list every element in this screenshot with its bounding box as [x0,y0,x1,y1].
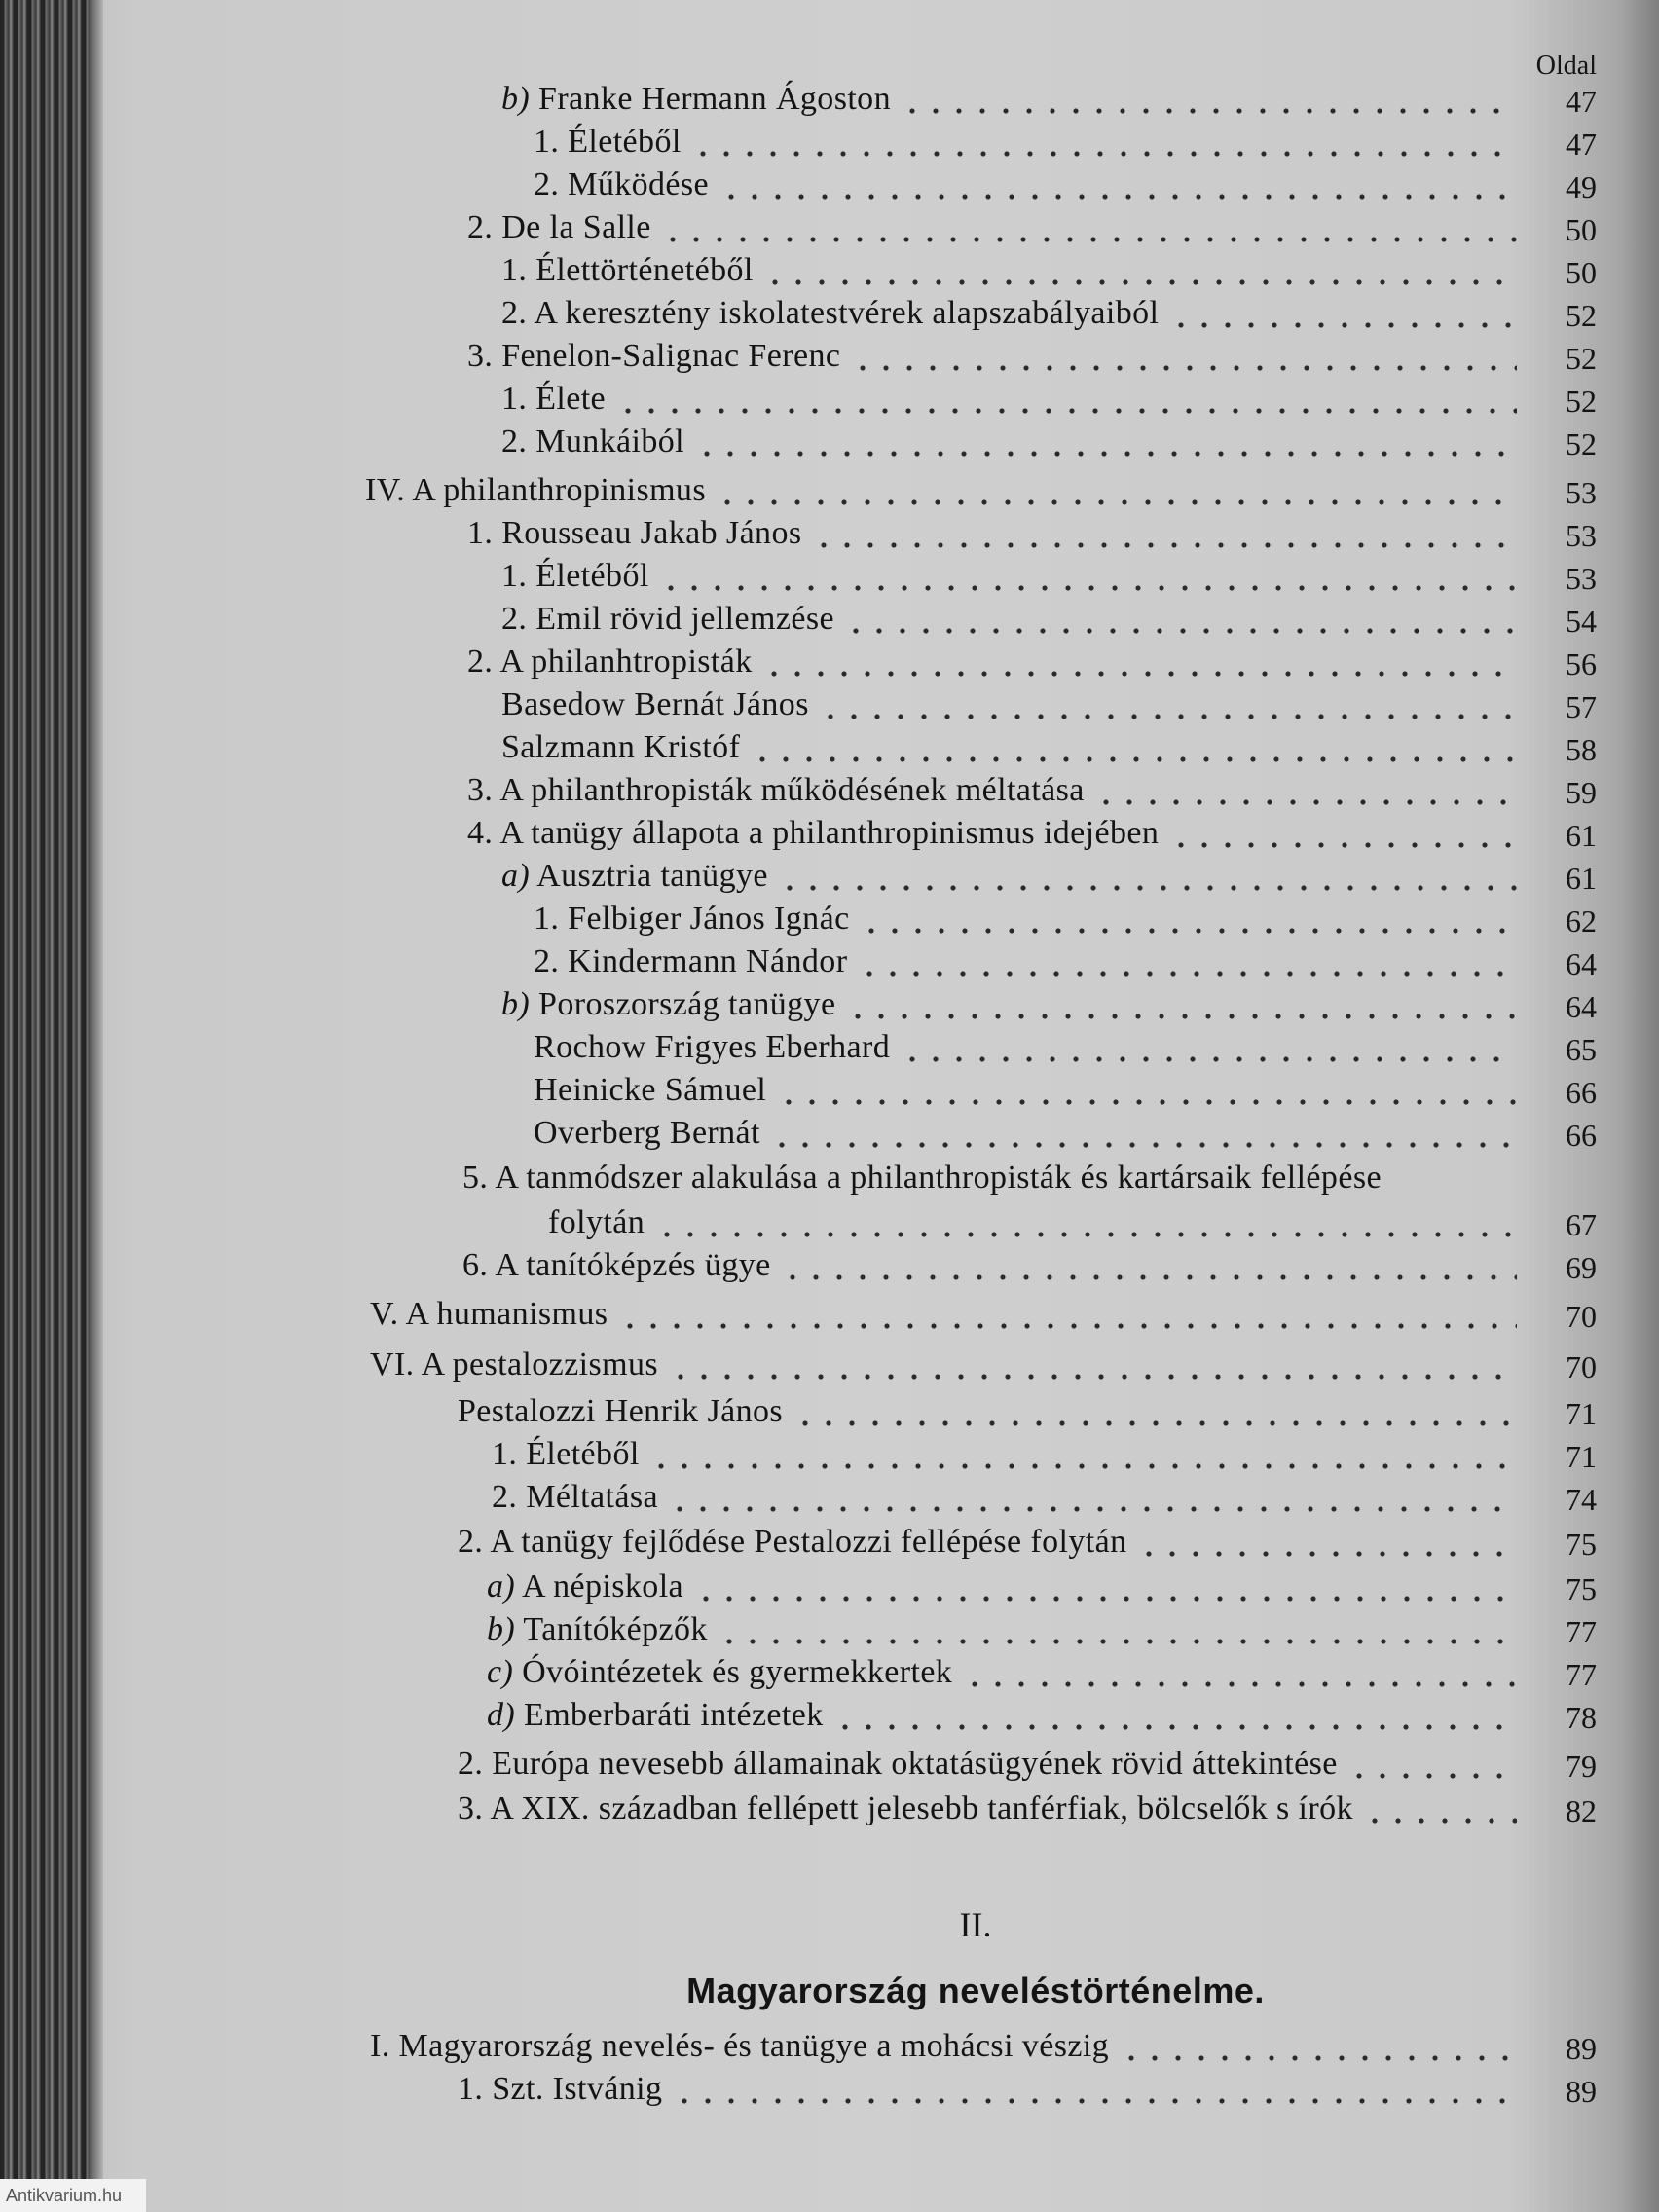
toc-entry-label [458,1743,1338,1786]
leader-dots [762,641,1517,683]
toc-page-number: 50 [1566,212,1597,247]
toc-entry-text: Overberg Bernát [534,1115,760,1151]
toc-entry-label [501,598,834,641]
toc-entry-text: Rochow Frigyes Eberhard [534,1029,891,1065]
toc-entry [467,512,1597,555]
toc-entry-text: Ausztria tanügye [536,858,768,894]
toc-entry [534,940,1597,983]
leader-dots [1169,292,1517,335]
toc-entry-text: 1. Életéből [492,1436,640,1472]
toc-page-number: 52 [1566,384,1597,419]
toc-entry [487,1566,1597,1608]
toc-entry-label [501,292,1159,335]
toc-entry [501,683,1597,726]
toc-entry-label [534,898,850,940]
toc-page-number: 77 [1566,1614,1597,1649]
toc-entry-text: Óvóintézetek és gyermekkertek [522,1654,953,1690]
toc-entry-prefix: c) [487,1654,514,1690]
toc-page-number: 78 [1566,1700,1597,1735]
toc-page-number: 70 [1566,1349,1597,1384]
toc-entry-label [501,421,684,463]
toc-page-number: 53 [1566,475,1597,510]
toc-entry-text: 2. Munkáiból [501,424,685,460]
toc-entry-text: A népiskola [522,1568,684,1604]
book-spine [0,0,90,2212]
leader-dots [833,1694,1517,1737]
toc-entry [370,1293,1597,1336]
toc-entry-text: 2. A tanügy fejlődése Pestalozzi fellépése folytán [458,1524,1127,1560]
toc-entry-text: V. A humanismus [370,1296,608,1332]
toc-entry [458,1390,1597,1433]
leader-dots [673,2068,1517,2111]
watermark: Antikvarium.hu [0,2179,146,2212]
toc-entry [501,249,1597,292]
toc-entry [501,292,1597,335]
leader-dots [649,1433,1517,1476]
leader-dots [1169,812,1517,855]
toc-entry-prefix: a) [501,858,531,894]
toc-page-number: 77 [1566,1657,1597,1692]
toc-entry-label [534,121,682,164]
leader-dots [691,121,1517,164]
toc-page-number: 49 [1566,169,1597,204]
toc-entry-label [462,1157,1382,1199]
toc-entry-text: VI. A pestalozzismus [370,1346,659,1382]
leader-dots [777,1069,1517,1112]
toc-entry-text: 1. Élete [501,381,607,417]
toc-entry [467,769,1597,812]
toc-entry-text: Heinicke Sámuel [534,1072,767,1108]
leader-dots [844,598,1517,641]
toc-entry [501,421,1597,463]
toc-entry [534,1026,1597,1069]
toc-entry [501,598,1597,641]
toc-entry-text: folytán [548,1204,645,1240]
toc-entry-label [501,683,809,726]
leader-dots [655,1201,1517,1244]
toc-entry-label [501,78,891,121]
leader-dots [812,512,1517,555]
toc-entry-text: 1. Élettörténetéből [501,252,754,288]
leader-dots [860,898,1517,940]
toc-entry-label [501,249,754,292]
toc-entry-label [534,940,847,983]
toc-entry-label [534,1026,890,1069]
toc-entry-label [458,2068,662,2111]
toc-entry-text: 3. A philanthropisták működésének méltatása [467,772,1085,808]
toc-page-number: 74 [1566,1482,1597,1517]
toc-entry-label [534,1112,760,1155]
toc-entry-label [548,1201,645,1244]
toc-entry [534,1069,1597,1112]
toc-page-number: 75 [1566,1527,1597,1562]
toc-page-number: 58 [1566,732,1597,767]
leader-dots [851,335,1517,378]
toc-entry-label [501,855,768,898]
toc-entry [467,812,1597,855]
toc-entry-text: 2. Európa nevesebb államainak oktatásügyének rövid áttekintése [458,1746,1338,1782]
page-gutter [90,0,103,2212]
toc-entry-text: 3. A XIX. században fellépett jelesebb tanférfiak, bölcselők s írók [458,1790,1353,1826]
toc-page-number: 82 [1566,1793,1597,1828]
leader-dots [819,683,1517,726]
toc-page-number: 71 [1566,1396,1597,1431]
leader-dots [716,469,1517,512]
toc-entry [487,1651,1597,1694]
toc-entry-text: 1. Rousseau Jakab János [467,515,802,551]
leader-dots [1137,1521,1517,1564]
toc-page-number: 61 [1566,818,1597,853]
toc-entry-text: 1. Életéből [501,558,649,594]
toc-entry [492,1433,1597,1476]
toc-page-number: 54 [1566,604,1597,639]
toc-entry-label [501,378,606,421]
section-title: Magyarország neveléstörténelme. [686,1971,1265,2010]
toc-entry-label [365,469,706,512]
leader-dots [778,855,1517,898]
leader-dots [901,1026,1517,1069]
toc-page-number: 61 [1566,861,1597,896]
toc-page-number: 71 [1566,1439,1597,1474]
toc-entry [370,1344,1597,1386]
toc-entry-text: Emberbaráti intézetek [524,1697,824,1733]
leader-dots [668,1476,1517,1519]
toc-entry [462,1244,1597,1287]
toc-page-number: 66 [1566,1118,1597,1153]
toc-page-number: 52 [1566,298,1597,333]
toc-entry-label [370,1293,608,1336]
leader-dots [719,164,1517,206]
leader-dots [901,78,1517,121]
toc-entry-label [370,1344,658,1386]
toc-entry-text: 2. De la Salle [467,209,651,245]
toc-entry-text: Poroszország tanügye [538,986,836,1022]
leader-dots [1094,769,1517,812]
toc-page-number: 52 [1566,341,1597,376]
toc-entry-label [467,769,1085,812]
toc-entry [487,1608,1597,1651]
toc-entry [501,78,1597,121]
toc-entry-label [458,1521,1127,1564]
toc-entry [534,121,1597,164]
toc-entry-label [467,641,753,683]
toc-page-number: 52 [1566,426,1597,461]
toc-entry-label [370,2025,1109,2068]
toc-entry-label [458,1788,1353,1830]
toc-entry-label [487,1651,952,1694]
leader-dots [695,421,1517,463]
toc-entry-label [534,1069,766,1112]
toc-page-number: 89 [1566,2074,1597,2109]
toc-entry-label [534,164,709,206]
toc-entry-label [492,1433,640,1476]
toc-entry-text: 2. Kindermann Nándor [534,943,848,979]
leader-dots [858,940,1517,983]
toc-page-number: 89 [1566,2031,1597,2066]
toc-entry-label [467,206,651,249]
toc-page-number: 47 [1566,127,1597,162]
toc-entry-text: I. Magyarország nevelés- és tanügye a mohácsi vészig [370,2028,1110,2064]
toc-entry-label [458,1390,783,1433]
toc-entry-label [462,1244,771,1287]
toc-entry-text: Franke Hermann Ágoston [538,81,891,117]
toc-page-number: 75 [1566,1571,1597,1606]
leader-dots [793,1390,1517,1433]
toc-entry [492,1476,1597,1519]
toc-page-number: 56 [1566,646,1597,682]
leader-dots [781,1244,1517,1287]
toc-entry [370,2025,1597,2068]
leader-dots [616,378,1517,421]
toc-entry-text: IV. A philanthropinismus [365,472,706,508]
toc-page-number: 79 [1566,1749,1597,1784]
toc-entry [487,1694,1597,1737]
toc-entry [501,983,1597,1026]
toc-page-number: 70 [1566,1299,1597,1334]
toc-entry-text: 5. A tanmódszer alakulása a philanthropisták és kartársaik fellépése [462,1160,1382,1196]
toc-entry [548,1201,1597,1244]
leader-dots [1120,2025,1517,2068]
toc-entry [501,726,1597,769]
toc-entry [534,164,1597,206]
toc-entry [467,641,1597,683]
toc-entry-text: 2. Működése [534,166,710,203]
toc-entry-text: 3. Fenelon-Salignac Ferenc [467,338,841,374]
toc-entry-label [501,555,649,598]
toc-entry-label [467,812,1159,855]
toc-entry-text: 2. A keresztény iskolatestvérek alapszabályaiból [501,295,1160,331]
page-column-label: Oldal [1535,51,1597,81]
leader-dots [963,1651,1517,1694]
toc-entry-text: 6. A tanítóképzés ügye [462,1247,771,1283]
section-number: II. [959,1905,992,1944]
toc-entry-text: Tanítóképzők [523,1611,708,1647]
toc-entry [458,1521,1597,1564]
toc-entry [501,555,1597,598]
toc-entry [458,2068,1597,2111]
toc-entry-text: 2. A philanhtropisták [467,644,753,680]
toc-entry-text: 1. Életéből [534,124,682,160]
toc-entry-label [492,1476,658,1519]
toc-page-number: 57 [1566,689,1597,724]
toc-page-number: 66 [1566,1075,1597,1110]
toc-entry [365,469,1597,512]
toc-entry-prefix: a) [487,1568,516,1604]
toc-entry-prefix: b) [501,81,531,117]
toc-entry [467,206,1597,249]
toc-entry-label [487,1608,708,1651]
toc-page-number: 65 [1566,1032,1597,1067]
leader-dots [718,1608,1517,1651]
toc-entry-text: Pestalozzi Henrik János [458,1393,784,1429]
toc-entry [467,335,1597,378]
toc-page-number: 67 [1566,1207,1597,1242]
leader-dots [659,555,1517,598]
toc-entry-text: 4. A tanügy állapota a philanthropinismus idejében [467,815,1160,851]
toc-page-number: 59 [1566,775,1597,810]
toc-entry-prefix: b) [487,1611,516,1647]
toc-entry-prefix: b) [501,986,531,1022]
leader-dots [661,206,1517,249]
toc-entry-text: Salzmann Kristóf [501,729,741,765]
leader-dots [669,1344,1517,1386]
toc-entry [458,1788,1597,1830]
toc-entry [501,378,1597,421]
toc-entry-label [467,512,802,555]
toc-entry-label [467,335,840,378]
toc-entry [534,898,1597,940]
toc-entry [462,1157,1597,1199]
toc-page-number: 69 [1566,1250,1597,1285]
leader-dots [763,249,1517,292]
toc-entry [534,1112,1597,1155]
leader-dots [694,1566,1517,1608]
leader-dots [846,983,1517,1026]
toc-page-number: 64 [1566,989,1597,1024]
toc-entry-text: Basedow Bernát János [501,686,809,722]
leader-dots [618,1293,1517,1336]
toc-page-number: 53 [1566,561,1597,596]
toc-entry-label [487,1566,683,1608]
toc-page-number: 62 [1566,903,1597,939]
toc-entry-label [501,726,740,769]
toc-entry-text: 2. Emil rövid jellemzése [501,601,834,637]
leader-dots [1363,1788,1517,1830]
toc-page-number: 47 [1566,84,1597,119]
toc-entry [458,1743,1597,1786]
toc-entry-text: 2. Méltatása [492,1479,658,1515]
leader-dots [770,1112,1517,1155]
toc-page-number: 53 [1566,518,1597,553]
leader-dots [751,726,1517,769]
toc-entry-label [501,983,835,1026]
toc-entry-label [487,1694,824,1737]
toc-entry-text: 1. Szt. Istvánig [458,2071,663,2107]
toc-page-number: 64 [1566,946,1597,981]
toc-page-number: 50 [1566,255,1597,290]
toc-entry [501,855,1597,898]
toc-entry-prefix: d) [487,1697,516,1733]
leader-dots [1347,1743,1517,1786]
toc-entry-text: 1. Felbiger János Ignác [534,901,850,937]
